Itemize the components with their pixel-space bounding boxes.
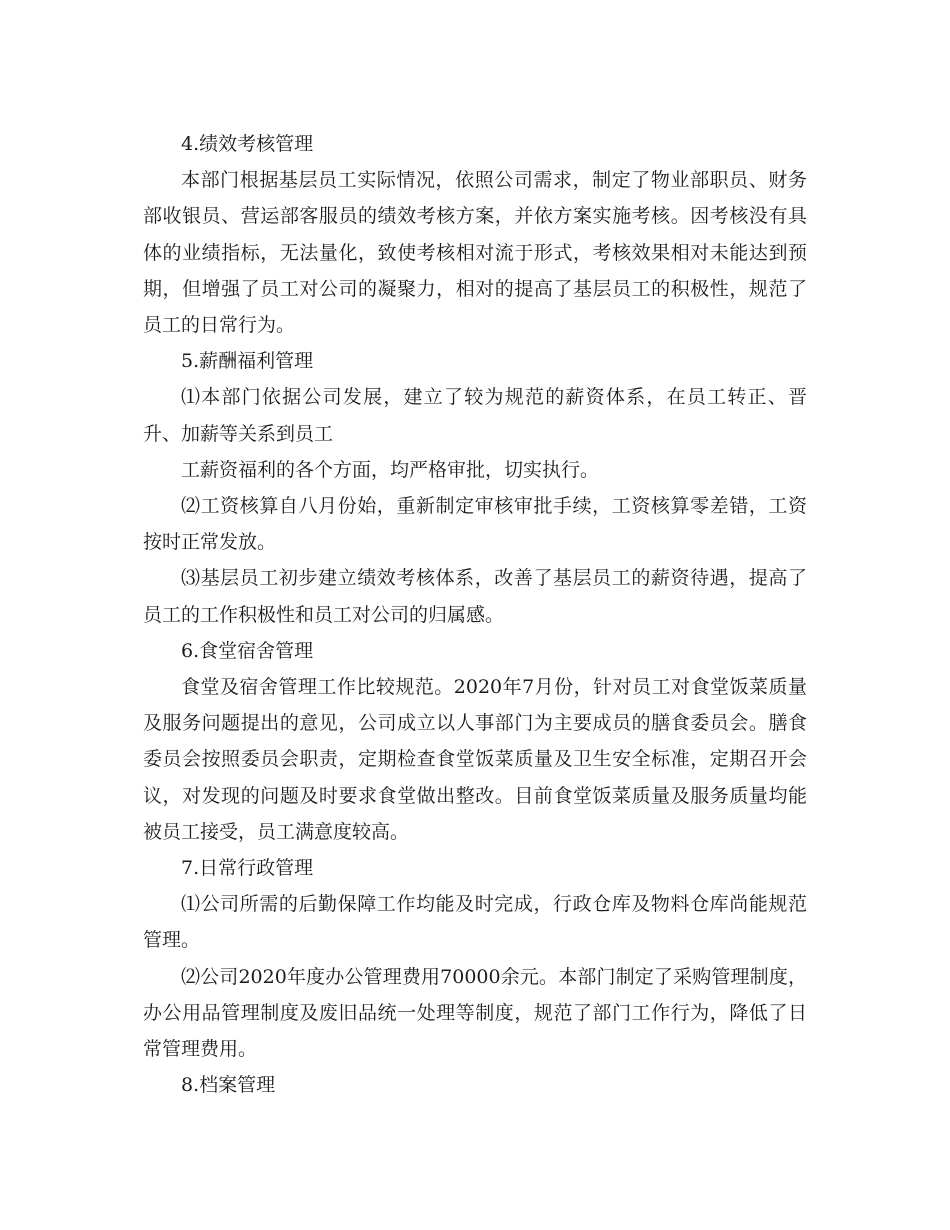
paragraph: ⑴本部门依据公司发展，建立了较为规范的薪资体系，在员工转正、晋升、加薪等关系到员工 [143,386,807,445]
paragraph: ⑵公司2020年度办公管理费用70000余元。本部门制定了采购管理制度，办公用品管理制度及废旧品统一处理等制度，规范了部门工作行为，降低了日常管理费用。 [143,965,807,1061]
paragraph: ⑵工资核算自八月份始，重新制定审核审批手续，工资核算零差错，工资按时正常发放。 [143,495,807,554]
section-heading-canteen-dormitory: 6.食堂宿舍管理 [181,639,314,662]
section-heading-administration: 7.日常行政管理 [181,857,314,880]
paragraph: ⑴公司所需的后勤保障工作均能及时完成，行政仓库及物料仓库尚能规范管理。 [143,893,807,952]
document-body [143,126,807,1103]
paragraph: 食堂及宿舍管理工作比较规范。2020年7月份，针对员工对食堂饭菜质量及服务问题提出的意见，公司成立以人事部门为主要成员的膳食委员会。膳食委员会按照委员会职责，定期检查食堂饭菜质量及卫生安全标准，定期召开会议，对发现的问题及时要求食堂做出整改。目前食堂饭菜质量及服务质量均能被员工接受，员工满意度较高。 [143,676,807,843]
section-heading-compensation: 5.薪酬福利管理 [181,350,314,373]
paragraph: 工薪资福利的各个方面，均严格审批，切实执行。 [181,458,600,481]
paragraph: ⑶基层员工初步建立绩效考核体系，改善了基层员工的薪资待遇，提高了员工的工作积极性和员工对公司的归属感。 [143,567,807,626]
section-heading-archives: 8.档案管理 [181,1074,276,1097]
paragraph: 本部门根据基层员工实际情况，依照公司需求，制定了物业部职员、财务部收银员、营运部客服员的绩效考核方案，并依方案实施考核。因考核没有具体的业绩指标，无法量化，致使考核相对流于形式，考核效果相对未能达到预期，但增强了员工对公司的凝聚力，相对的提高了基层员工的积极性，规范了员工的日常行为。 [143,169,807,337]
section-heading-performance: 4.绩效考核管理 [181,133,314,155]
